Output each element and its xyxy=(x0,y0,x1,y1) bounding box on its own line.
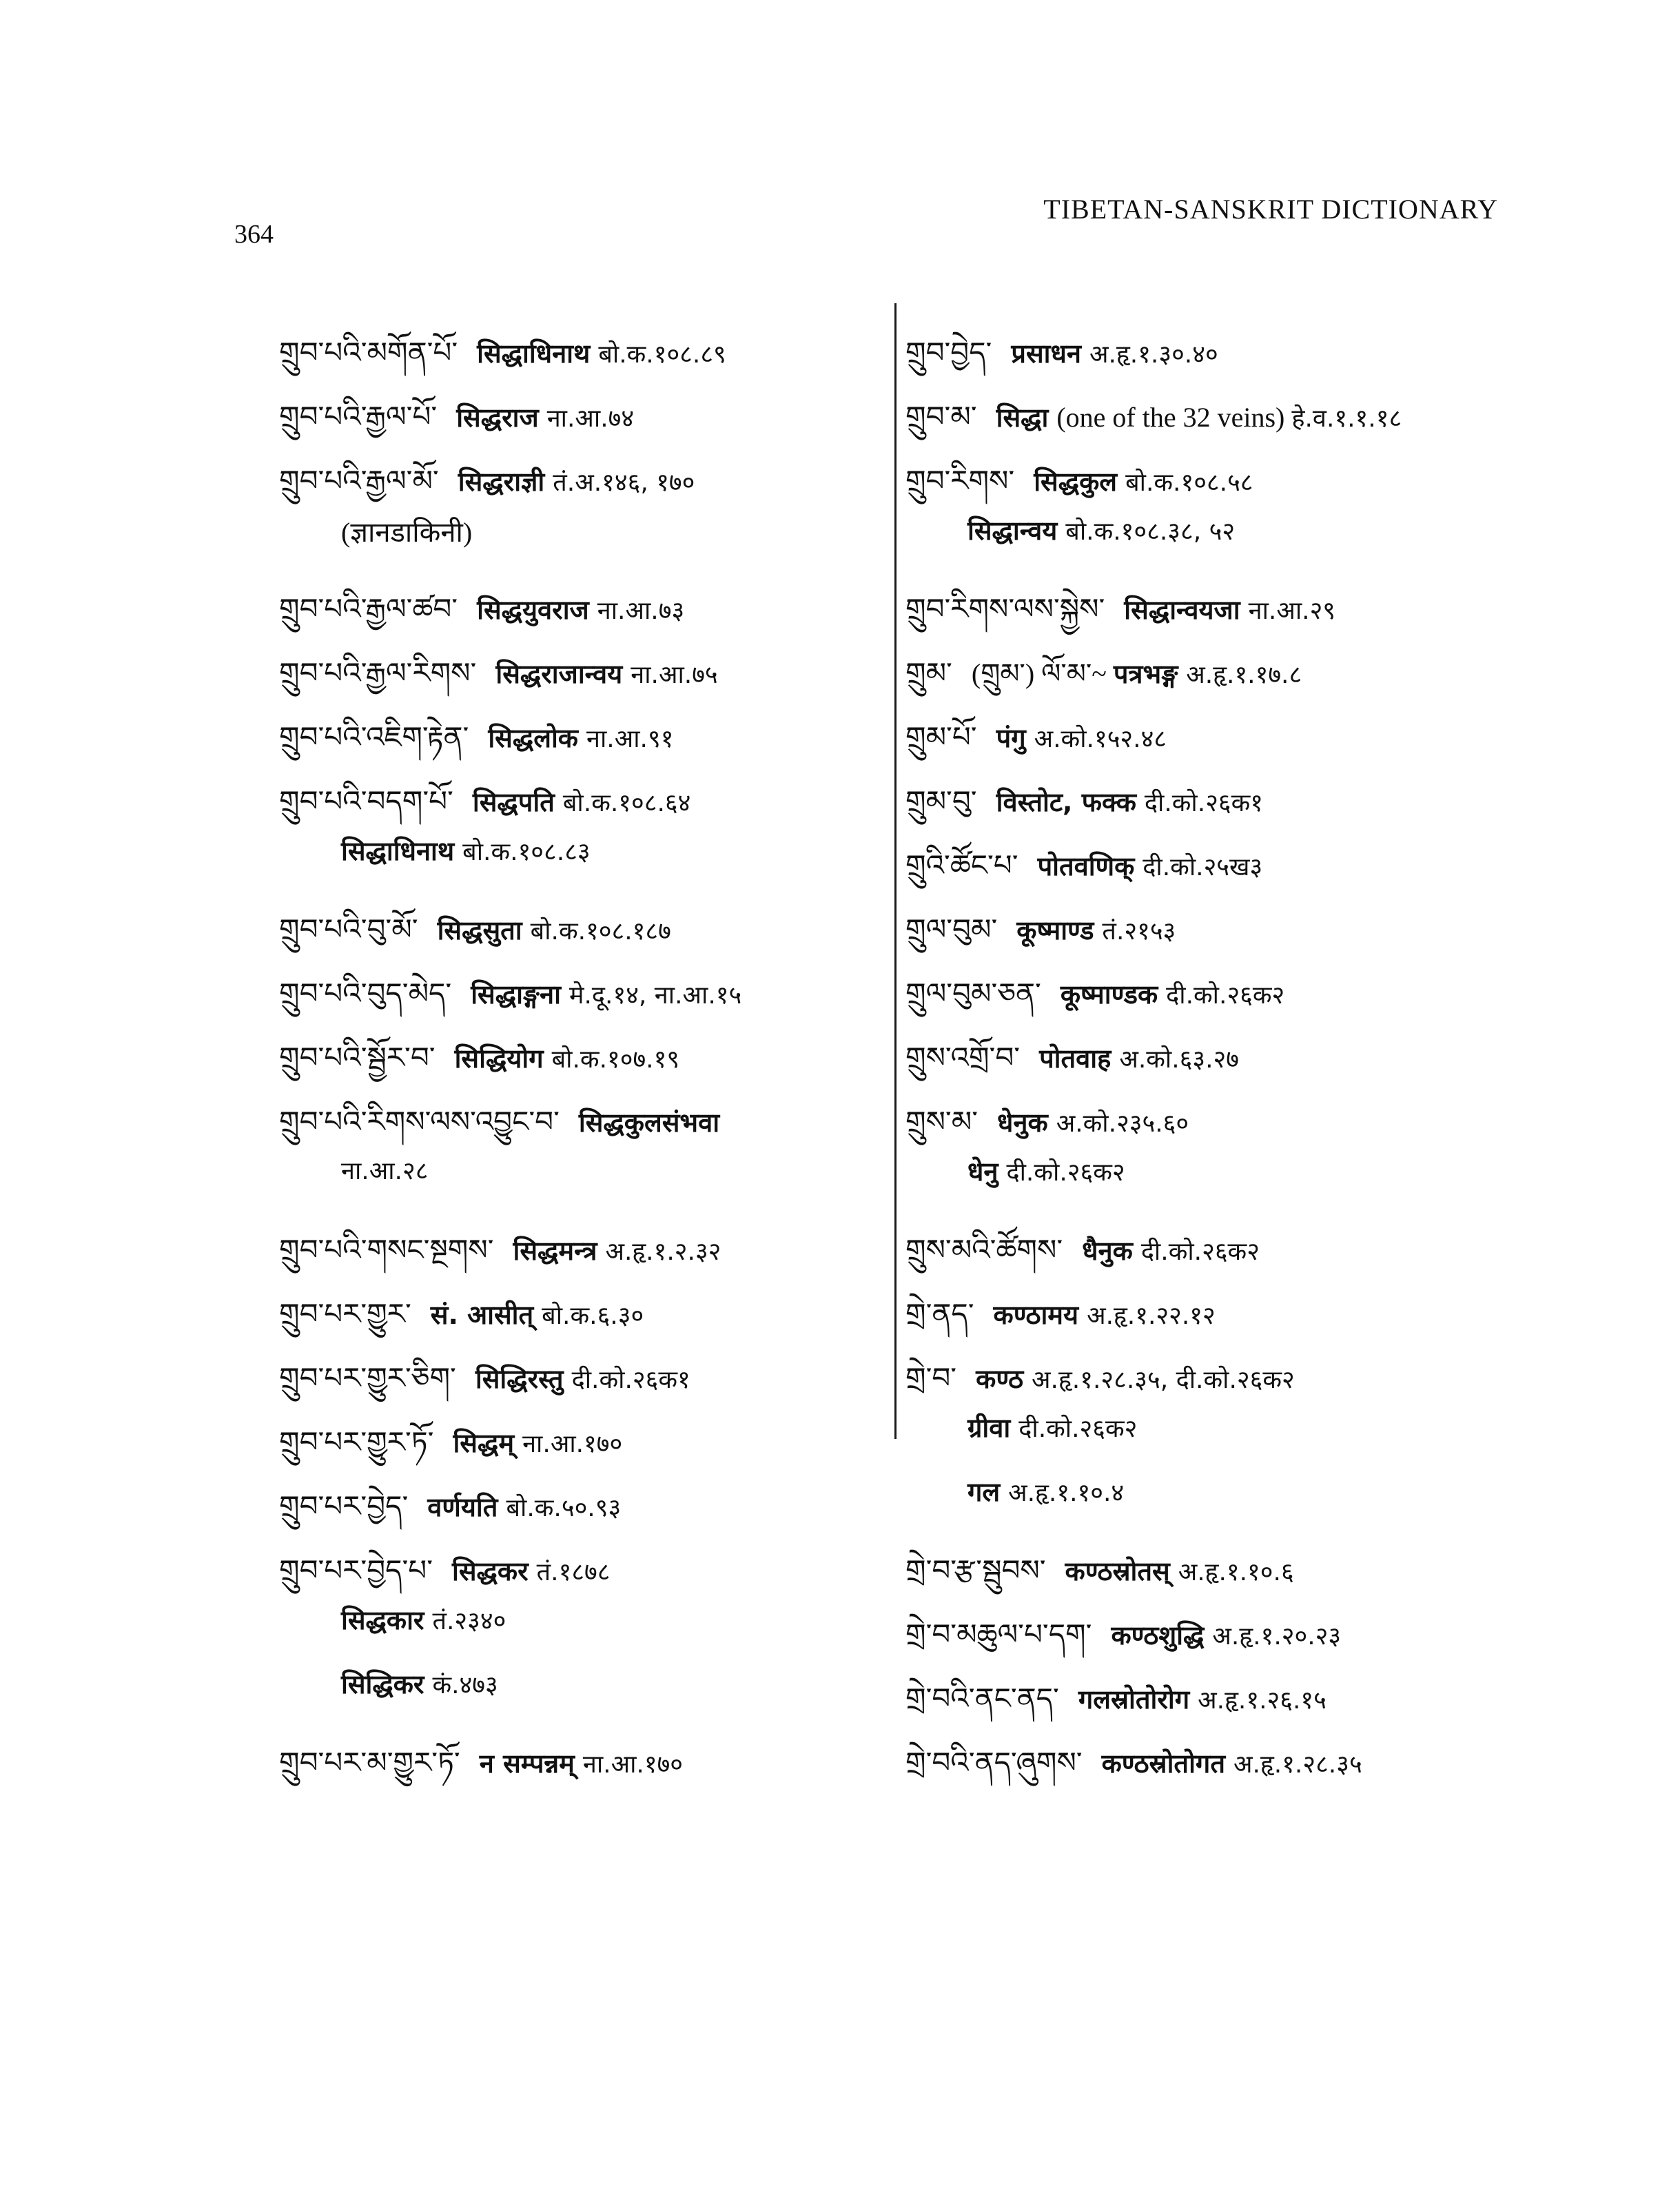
sanskrit-equivalent: धेनु xyxy=(967,1156,998,1187)
sanskrit-equivalent: सिद्धमन्त्र xyxy=(513,1236,597,1266)
column-divider xyxy=(894,303,897,1439)
dictionary-entry xyxy=(905,1217,1526,1281)
dictionary-entry xyxy=(905,1537,1526,1602)
sanskrit-equivalent: कण्ठशुद्धि xyxy=(1111,1620,1205,1651)
tibetan-headword: གྲུབ་པའི་བུད་མེད་ xyxy=(279,977,452,1010)
dictionary-entry xyxy=(279,1409,885,1473)
tibetan-headword: གྲུལ་བུམ་ཅན་ xyxy=(905,977,1041,1010)
dictionary-entry xyxy=(905,640,1526,704)
sanskrit-equivalent: सिद्धियोग xyxy=(454,1043,544,1074)
dictionary-entry xyxy=(279,576,885,640)
dictionary-entry xyxy=(279,384,885,448)
sanskrit-equivalent: सिद्धाङ्गना xyxy=(471,979,561,1010)
source-reference: तं.२१५३ xyxy=(1102,917,1176,946)
sanskrit-equivalent: सिद्धिकर xyxy=(341,1669,424,1699)
source-reference: अ.हृ.१.१७.८ xyxy=(1186,661,1302,689)
dictionary-entry xyxy=(905,832,1526,897)
dictionary-entry xyxy=(279,961,885,1025)
source-reference: दी.को.२६क२ xyxy=(1140,1238,1260,1266)
dictionary-entry-continuation xyxy=(905,1153,1526,1217)
dictionary-entry xyxy=(279,1281,885,1345)
source-reference: अ.को.१५२.४८ xyxy=(1034,725,1167,753)
tibetan-headword: གྲུབ་པའི་བདག་པོ་ xyxy=(279,784,453,818)
dictionary-entry xyxy=(905,768,1526,832)
tibetan-headword: གྲུམ་བུ་ xyxy=(905,784,977,818)
source-reference: अ.हृ.१.२०.२३ xyxy=(1212,1622,1342,1651)
sanskrit-equivalent: सं. आसीत् xyxy=(430,1300,534,1330)
source-reference: बो.क.१०८.६४ xyxy=(562,789,691,817)
dictionary-entry xyxy=(905,1025,1526,1089)
source-reference: अ.को.२३५.६० xyxy=(1056,1110,1189,1138)
source-reference: अ.हृ.१.३०.४० xyxy=(1089,340,1218,369)
sanskrit-equivalent: सिद्धान्वय xyxy=(967,515,1058,546)
tibetan-headword: གྲུལ་བུམ་ xyxy=(905,912,998,946)
dictionary-entry xyxy=(279,320,885,384)
source-reference: बो.क.१०८.८९ xyxy=(598,340,726,369)
dictionary-entry xyxy=(279,448,885,512)
source-reference: अ.हृ.१.२६.१५ xyxy=(1198,1686,1326,1715)
sanskrit-equivalent: सिद्धराज्ञी xyxy=(458,467,545,497)
source-reference: ना.आ.२९ xyxy=(1248,597,1336,625)
tibetan-headword: གྲུབ་པར་བྱེད་ xyxy=(279,1489,409,1523)
source-reference: तं.अ.१४६, १७० xyxy=(553,469,695,497)
dictionary-entry-continuation xyxy=(905,1473,1526,1537)
dictionary-entry-continuation xyxy=(279,1666,885,1730)
sanskrit-equivalent: सिद्धकर xyxy=(452,1556,529,1586)
dictionary-entry xyxy=(279,640,885,704)
source-reference: अ.हृ.१.२८.३५, दी.को.२६क२ xyxy=(1032,1366,1295,1394)
dictionary-entry xyxy=(905,320,1526,384)
dictionary-entry xyxy=(279,1730,885,1794)
tibetan-headword: གྲུམ་པོ་ xyxy=(905,720,977,754)
source-reference: ना.आ.१७० xyxy=(582,1750,684,1779)
dictionary-entry xyxy=(279,1025,885,1089)
sanskrit-equivalent: धैनुक xyxy=(1082,1236,1133,1266)
sanskrit-equivalent: वर्णयति xyxy=(427,1492,498,1522)
sanskrit-equivalent: सिद्धिरस्तु xyxy=(475,1364,564,1394)
dictionary-entry xyxy=(279,1473,885,1537)
sanskrit-equivalent: सिद्धसुता xyxy=(437,915,522,946)
dictionary-entry xyxy=(905,448,1526,512)
sanskrit-equivalent: पत्रभङ्ग xyxy=(1113,659,1178,689)
dictionary-entry-continuation xyxy=(905,512,1526,576)
dictionary-entry-continuation xyxy=(905,1409,1526,1473)
source-reference: ना.आ.९१ xyxy=(586,725,674,753)
source-reference: दी.को.२६क२ xyxy=(1018,1415,1138,1443)
source-reference: ना.आ.१७० xyxy=(522,1430,623,1458)
source-reference: हे.व.१.१.१८ xyxy=(1291,405,1402,433)
sanskrit-equivalent: विस्तोट, फक्क xyxy=(996,787,1136,817)
running-head: TIBETAN-SANSKRIT DICTIONARY xyxy=(1043,194,1498,225)
sanskrit-equivalent: धेनुक xyxy=(997,1107,1048,1138)
tibetan-headword: གྲུབ་པའི་གསང་སྔགས་ xyxy=(279,1233,494,1267)
tibetan-headword: གྲུབ་རིགས་ xyxy=(905,464,1015,498)
dictionary-entry xyxy=(279,1345,885,1409)
source-reference: दी.को.२५ख३ xyxy=(1143,853,1263,881)
tibetan-headword: གྲེ་བ་མཆུལ་པ་དག་ xyxy=(905,1617,1092,1651)
tibetan-headword: གྲུབ་པའི་འཇིག་རྟེན་ xyxy=(279,720,469,754)
sanskrit-equivalent: सिद्धकुलसंभवा xyxy=(578,1107,720,1138)
tibetan-headword: གྲེ་བ་རྩ་སྦུབས་ xyxy=(905,1553,1046,1587)
tibetan-headword: གྲུབ་པའི་རྒྱལ་མོ་ xyxy=(279,464,439,498)
tibetan-headword: གྲུབ་པའི་རྒྱལ་པོ་ xyxy=(279,400,438,433)
dictionary-entry-continuation xyxy=(279,1153,885,1217)
dictionary-entry xyxy=(279,897,885,961)
tibetan-headword: གྲེ་བའི་ནང་ནད་ xyxy=(905,1682,1059,1715)
tibetan-headword: གྲུབ་པའི་སྦྱོར་བ་ xyxy=(279,1041,436,1074)
source-reference: दी.को.२६क१ xyxy=(571,1366,690,1394)
tibetan-headword: གྲུབ་བྱེད་ xyxy=(905,336,992,369)
source-reference: तं.२३४० xyxy=(432,1607,506,1635)
dictionary-entry-continuation xyxy=(279,832,885,897)
sanskrit-equivalent: कण्ठामय xyxy=(993,1300,1079,1330)
sanskrit-equivalent: पोतवणिक् xyxy=(1037,851,1135,881)
source-reference: ना.आ.२८ xyxy=(341,1157,429,1185)
sanskrit-equivalent: गल xyxy=(967,1477,1001,1507)
sanskrit-equivalent: ग्रीवा xyxy=(967,1413,1011,1443)
source-reference: बो.क.६.३० xyxy=(542,1302,644,1330)
tibetan-headword: གྲུས་མ་ xyxy=(905,1105,979,1138)
dictionary-entry xyxy=(905,384,1526,448)
source-reference: बो.क.१०८.८३ xyxy=(462,838,591,866)
sanskrit-equivalent: सिद्धराज xyxy=(456,402,539,433)
tibetan-headword: གྲུས་འགྲོ་བ་ xyxy=(905,1041,1021,1074)
source-reference: दी.को.२६क२ xyxy=(1006,1158,1125,1187)
sanskrit-equivalent: सिद्धकार xyxy=(341,1605,424,1635)
left-column xyxy=(279,320,885,1794)
tibetan-headword: གྲུབ་རིགས་ལས་སྐྱེས་ xyxy=(905,592,1105,626)
sanskrit-equivalent: सिद्धान्वयजा xyxy=(1124,595,1240,625)
sanskrit-equivalent: सिद्धलोक xyxy=(488,723,578,753)
sanskrit-equivalent: पोतवाह xyxy=(1039,1043,1112,1074)
source-reference: अ.हृ.१.२२.१२ xyxy=(1087,1302,1216,1330)
entry-note: (one of the 32 veins) xyxy=(1056,402,1285,433)
sanskrit-equivalent: सिद्धा xyxy=(996,402,1049,433)
dictionary-entry xyxy=(905,1666,1526,1730)
tibetan-headword: གྲུའི་ཚོང་པ་ xyxy=(905,848,1018,882)
tibetan-headword: གྲུབ་པའི་རྒྱལ་རིགས་ xyxy=(279,656,477,690)
source-reference: मे.दू.१४, ना.आ.१५ xyxy=(568,981,742,1010)
page-number: 364 xyxy=(234,220,274,249)
source-reference: दी.को.२६क२ xyxy=(1166,981,1285,1010)
tibetan-headword: གྲུབ་པར་བྱེད་པ་ xyxy=(279,1553,433,1587)
source-reference: बो.क.१०८.१८७ xyxy=(530,917,671,946)
tibetan-headword: གྲུབ་མ་ xyxy=(905,400,977,433)
source-reference: बो.क.५०.९३ xyxy=(506,1494,622,1522)
source-reference: कं.४७३ xyxy=(432,1671,498,1699)
dictionary-entry xyxy=(279,1217,885,1281)
dictionary-entry xyxy=(279,704,885,768)
tibetan-headword: གྲུབ་པའི་རྒྱལ་ཚབ་ xyxy=(279,592,458,626)
tibetan-headword: གྲེ་ནད་ xyxy=(905,1297,974,1331)
sanskrit-equivalent: सिद्धराजान्वय xyxy=(495,659,623,689)
sanskrit-equivalent: कण्ठस्रोतस् xyxy=(1065,1556,1170,1586)
sanskrit-equivalent: सिद्धकुल xyxy=(1034,467,1118,497)
sanskrit-equivalent: कूष्माण्डक xyxy=(1060,979,1158,1010)
source-reference: अ.हृ.१.१०.४ xyxy=(1008,1479,1125,1507)
dictionary-entry xyxy=(279,1089,885,1153)
source-reference: अ.हृ.१.२.३२ xyxy=(605,1238,721,1266)
sanskrit-equivalent: सिद्धम् xyxy=(453,1428,515,1458)
tibetan-headword: གྲུབ་པར་གྱུར་ xyxy=(279,1297,411,1331)
source-reference: बो.क.१०८.५८ xyxy=(1125,469,1253,497)
source-reference: अ.हृ.१.१०.६ xyxy=(1178,1558,1294,1586)
sanskrit-equivalent: प्रसाधन xyxy=(1011,338,1081,369)
source-reference: दी.को.२६क१ xyxy=(1144,789,1263,817)
source-reference: अ.हृ.१.२८.३५ xyxy=(1233,1750,1362,1779)
tibetan-headword: གྲུབ་པར་གྱུར་ཏོ་ xyxy=(279,1425,434,1459)
dictionary-entry-continuation xyxy=(279,512,885,576)
sanskrit-equivalent: सिद्धाधिनाथ xyxy=(341,836,455,866)
tibetan-headword: གྲུབ་པར་མ་གྱུར་ཏོ་ xyxy=(279,1746,460,1779)
source-reference: अ.को.६३.२७ xyxy=(1119,1045,1239,1074)
dictionary-entry xyxy=(279,768,885,832)
tibetan-headword: གྲུབ་པའི་མགོན་པོ་ xyxy=(279,336,458,369)
entry-note: (གྲུམ་) ལོ་མ་~ xyxy=(971,658,1107,689)
dictionary-entry xyxy=(905,576,1526,640)
source-reference: ना.आ.७५ xyxy=(631,661,718,689)
tibetan-headword: གྲུབ་པར་གྱུར་ཅིག་ xyxy=(279,1361,456,1395)
tibetan-headword: གྲེ་བ་ xyxy=(905,1361,957,1395)
sanskrit-equivalent: सिद्धयुवराज xyxy=(477,595,589,625)
tibetan-headword: གྲུས་མའི་ཚོགས་ xyxy=(905,1233,1063,1267)
tibetan-headword: གྲུབ་པའི་རིགས་ལས་འབྱུང་བ་ xyxy=(279,1105,560,1138)
dictionary-entry xyxy=(905,1730,1526,1794)
sanskrit-equivalent: कूष्माण्ड xyxy=(1016,915,1094,946)
dictionary-entry xyxy=(279,1537,885,1602)
source-reference: बो.क.१०७.१९ xyxy=(551,1045,680,1074)
entry-note: (ज्ञानडाकिनी) xyxy=(341,517,473,548)
dictionary-entry xyxy=(905,1602,1526,1666)
tibetan-headword: གྲེ་བའི་ནད་ཞུགས་ xyxy=(905,1746,1083,1779)
source-reference: बो.क.१०८.३८, ५२ xyxy=(1065,518,1236,546)
tibetan-headword: གྲུམ་ xyxy=(905,656,952,690)
source-reference: ना.आ.७३ xyxy=(597,597,685,625)
source-reference: ना.आ.७४ xyxy=(546,405,635,433)
sanskrit-equivalent: पंगु xyxy=(996,723,1026,753)
right-column xyxy=(905,320,1526,1794)
tibetan-headword: གྲུབ་པའི་བུ་མོ་ xyxy=(279,912,418,946)
sanskrit-equivalent: सिद्धाधिनाथ xyxy=(477,338,591,369)
sanskrit-equivalent: कण्ठस्रोतोगत xyxy=(1101,1748,1225,1779)
source-reference: तं.१८७८ xyxy=(536,1558,611,1586)
sanskrit-equivalent: सिद्धपति xyxy=(472,787,555,817)
dictionary-entry xyxy=(905,1345,1526,1409)
dictionary-entry xyxy=(905,961,1526,1025)
sanskrit-equivalent: गलस्रोतोरोग xyxy=(1078,1684,1190,1715)
dictionary-entry-continuation xyxy=(279,1602,885,1666)
sanskrit-equivalent: न सम्पन्नम् xyxy=(479,1748,575,1779)
sanskrit-equivalent: कण्ठ xyxy=(976,1364,1024,1394)
